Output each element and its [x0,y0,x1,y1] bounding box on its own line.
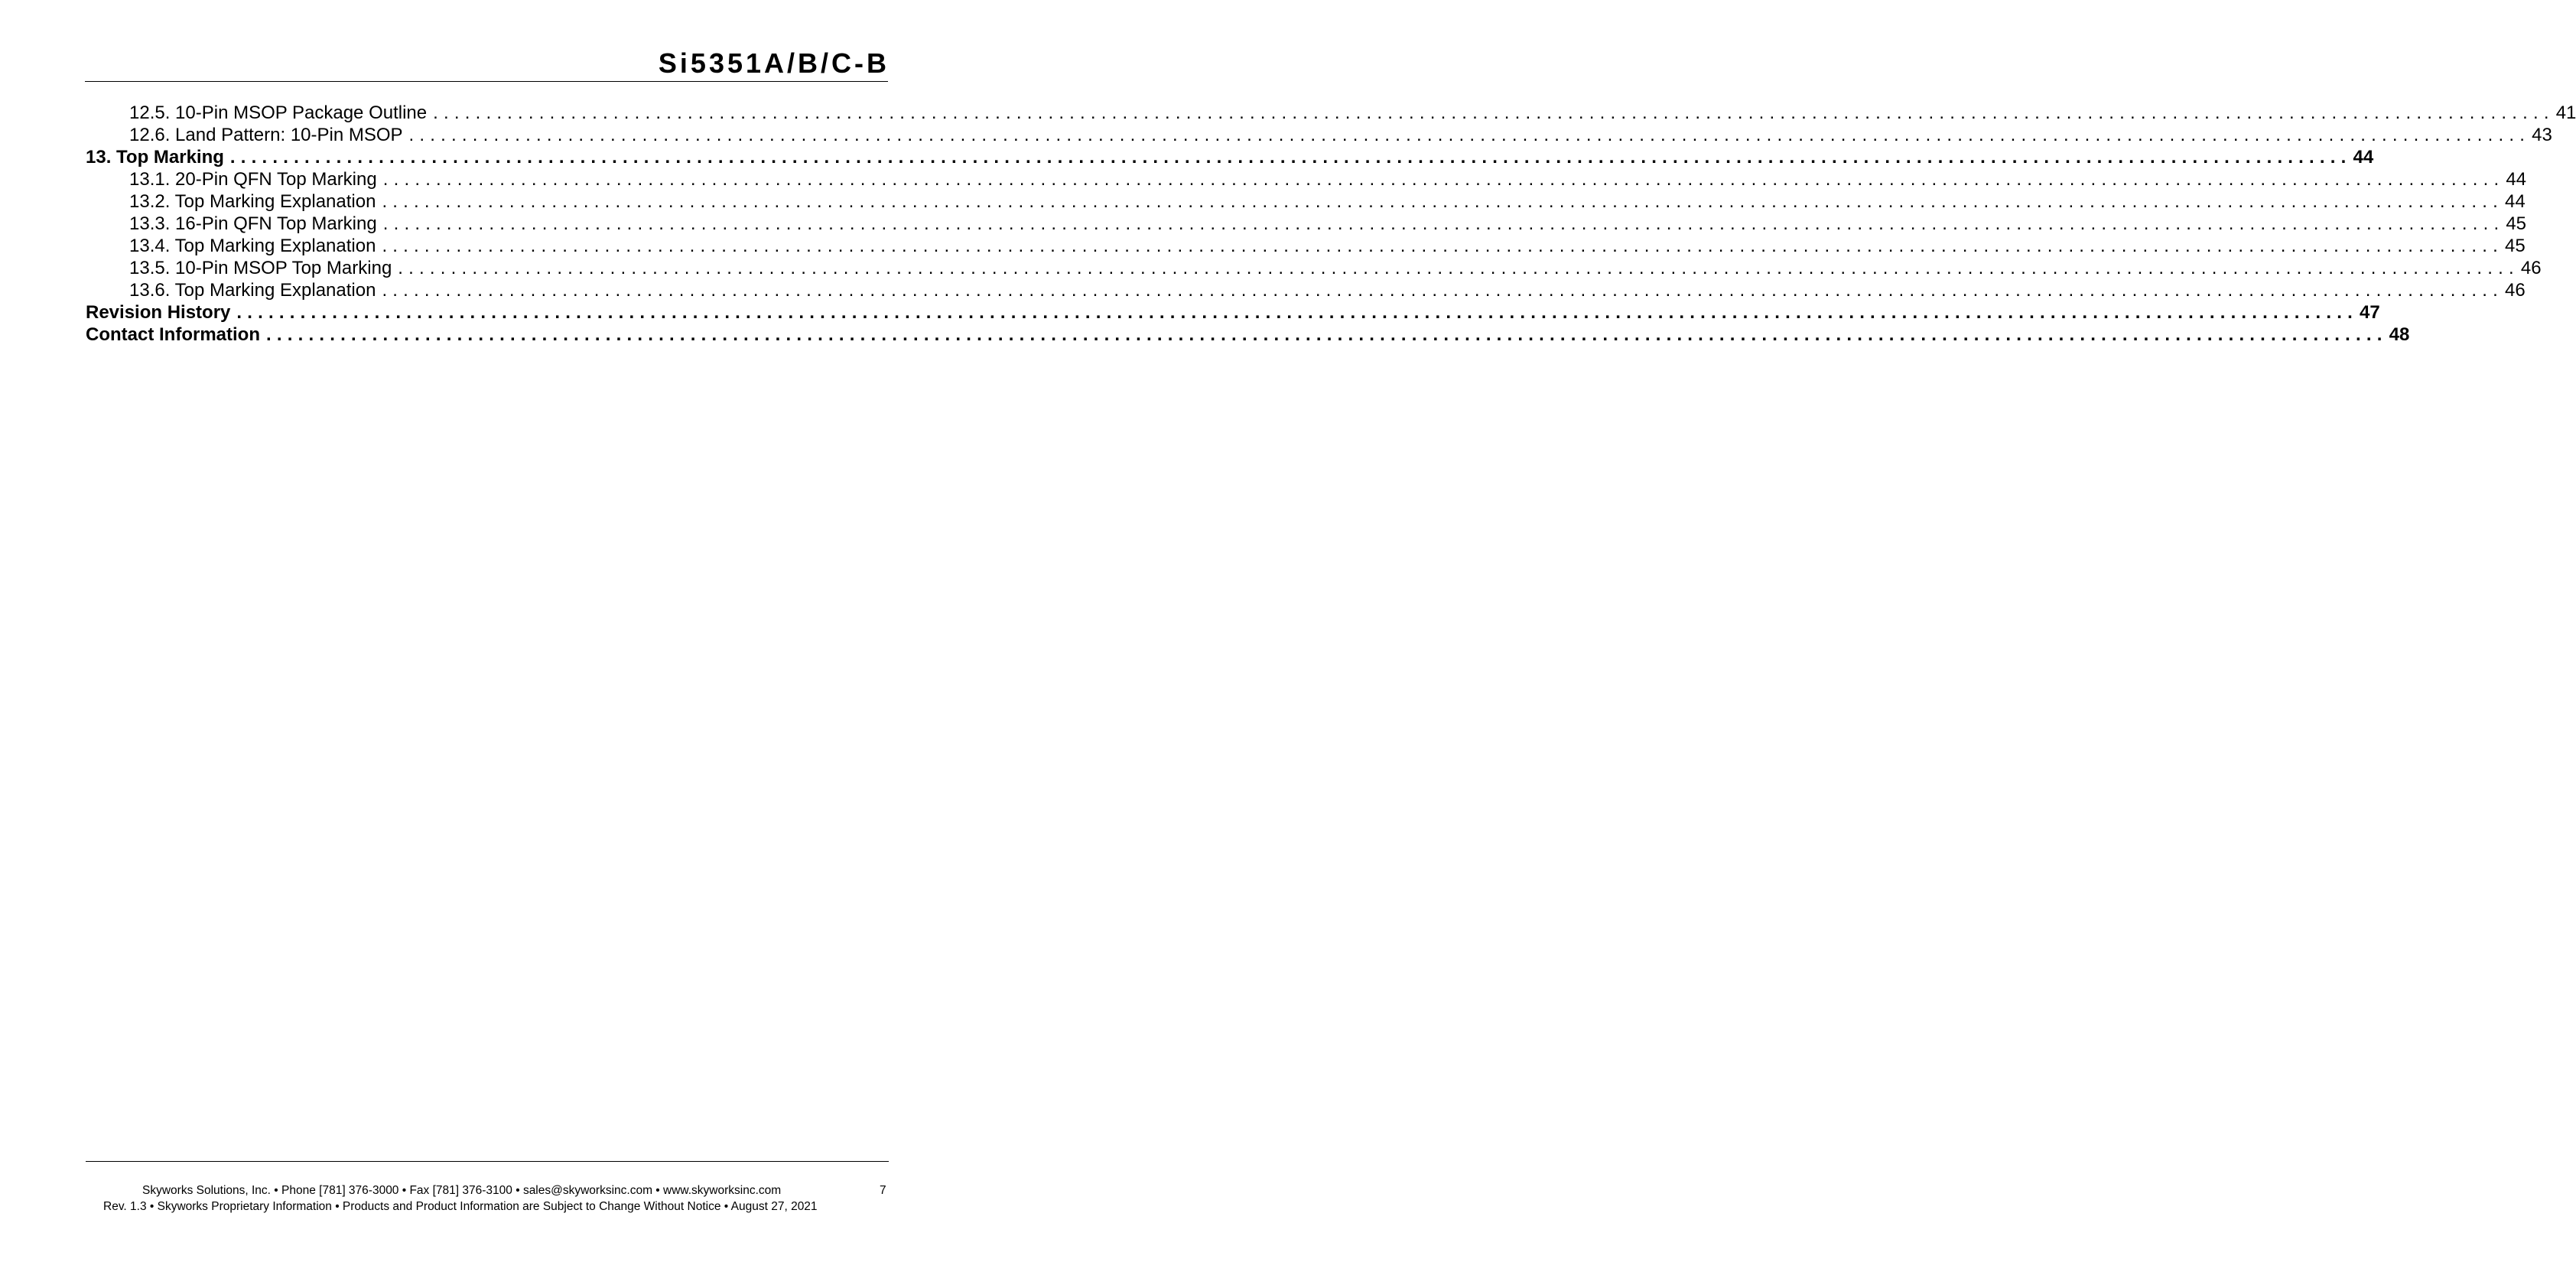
toc-entry[interactable] [86,146,2374,168]
toc-page-number: 45 [2506,213,2527,234]
toc-dot-leader: ........................................................................................................................................................................................................ [433,102,2555,123]
toc-entry-label: 12.6. Land Pattern: 10-Pin MSOP [129,125,403,145]
toc-entry[interactable] [86,257,2542,279]
toc-entry-label: 12.5. 10-Pin MSOP Package Outline [129,102,428,123]
toc-entry-label: 13.5. 10-Pin MSOP Top Marking [129,258,392,278]
footer-contact-line: Skyworks Solutions, Inc. • Phone [781] 376-3000 • Fax [781] 376-3100 • sales@skyworksinc.com • www.skyworksinc.com [142,1184,782,1197]
toc-page-number: 44 [2353,147,2374,168]
toc-entry-label: 13.1. 20-Pin QFN Top Marking [129,169,377,190]
footer-legal-line: Rev. 1.3 • Skyworks Proprietary Information • Products and Product Information are Subject to Change Without Notice • August 27, 2021 [103,1200,818,1213]
table-of-contents [86,102,2576,346]
toc-entry-label: 13.4. Top Marking Explanation [129,236,376,256]
toc-page-number: 45 [2505,236,2526,256]
toc-entry-label: 13.2. Top Marking Explanation [129,191,376,212]
toc-page-number: 43 [2532,125,2552,145]
toc-dot-leader: ........................................................................................................................................................................................................ [382,280,2504,301]
header-divider [85,81,888,82]
toc-dot-leader: ........................................................................................................................................................................................................ [236,302,2358,323]
toc-entry[interactable] [86,324,2410,346]
toc-entry[interactable] [86,190,2526,213]
toc-entry[interactable] [86,168,2527,190]
toc-page-number: 44 [2506,169,2527,190]
toc-dot-leader: ........................................................................................................................................................................................................ [382,169,2505,190]
toc-page-number: 48 [2389,324,2410,345]
toc-entry-label: 13. Top Marking [86,147,224,168]
toc-page-number: 46 [2520,258,2542,278]
page-number: 7 [880,1184,886,1197]
toc-entry[interactable] [86,235,2526,257]
toc-dot-leader: ........................................................................................................................................................................................................ [382,191,2504,212]
toc-entry[interactable] [86,213,2527,235]
toc-entry[interactable] [86,124,2552,146]
footer-divider [86,1161,889,1162]
toc-entry-label: 13.3. 16-Pin QFN Top Marking [129,213,377,234]
toc-page-number: 46 [2505,280,2526,301]
toc-dot-leader: ........................................................................................................................................................................................................ [408,125,2531,145]
toc-page-number: 47 [2359,302,2380,323]
toc-entry-label: 13.6. Top Marking Explanation [129,280,376,301]
toc-entry[interactable] [86,301,2380,324]
toc-entry-label: Revision History [86,302,231,323]
toc-dot-leader: ........................................................................................................................................................................................................ [382,213,2505,234]
document-title: Si5351A/B/C-B [658,47,890,79]
toc-entry[interactable] [86,102,2576,124]
toc-page-number: 41 [2555,102,2576,123]
toc-page-number: 44 [2505,191,2526,212]
toc-dot-leader: ........................................................................................................................................................................................................ [398,258,2519,278]
toc-dot-leader: ........................................................................................................................................................................................................ [382,236,2504,256]
toc-dot-leader: ........................................................................................................................................................................................................ [229,147,2352,168]
toc-entry[interactable] [86,279,2526,301]
toc-dot-leader: ........................................................................................................................................................................................................ [266,324,2388,345]
toc-entry-label: Contact Information [86,324,260,345]
